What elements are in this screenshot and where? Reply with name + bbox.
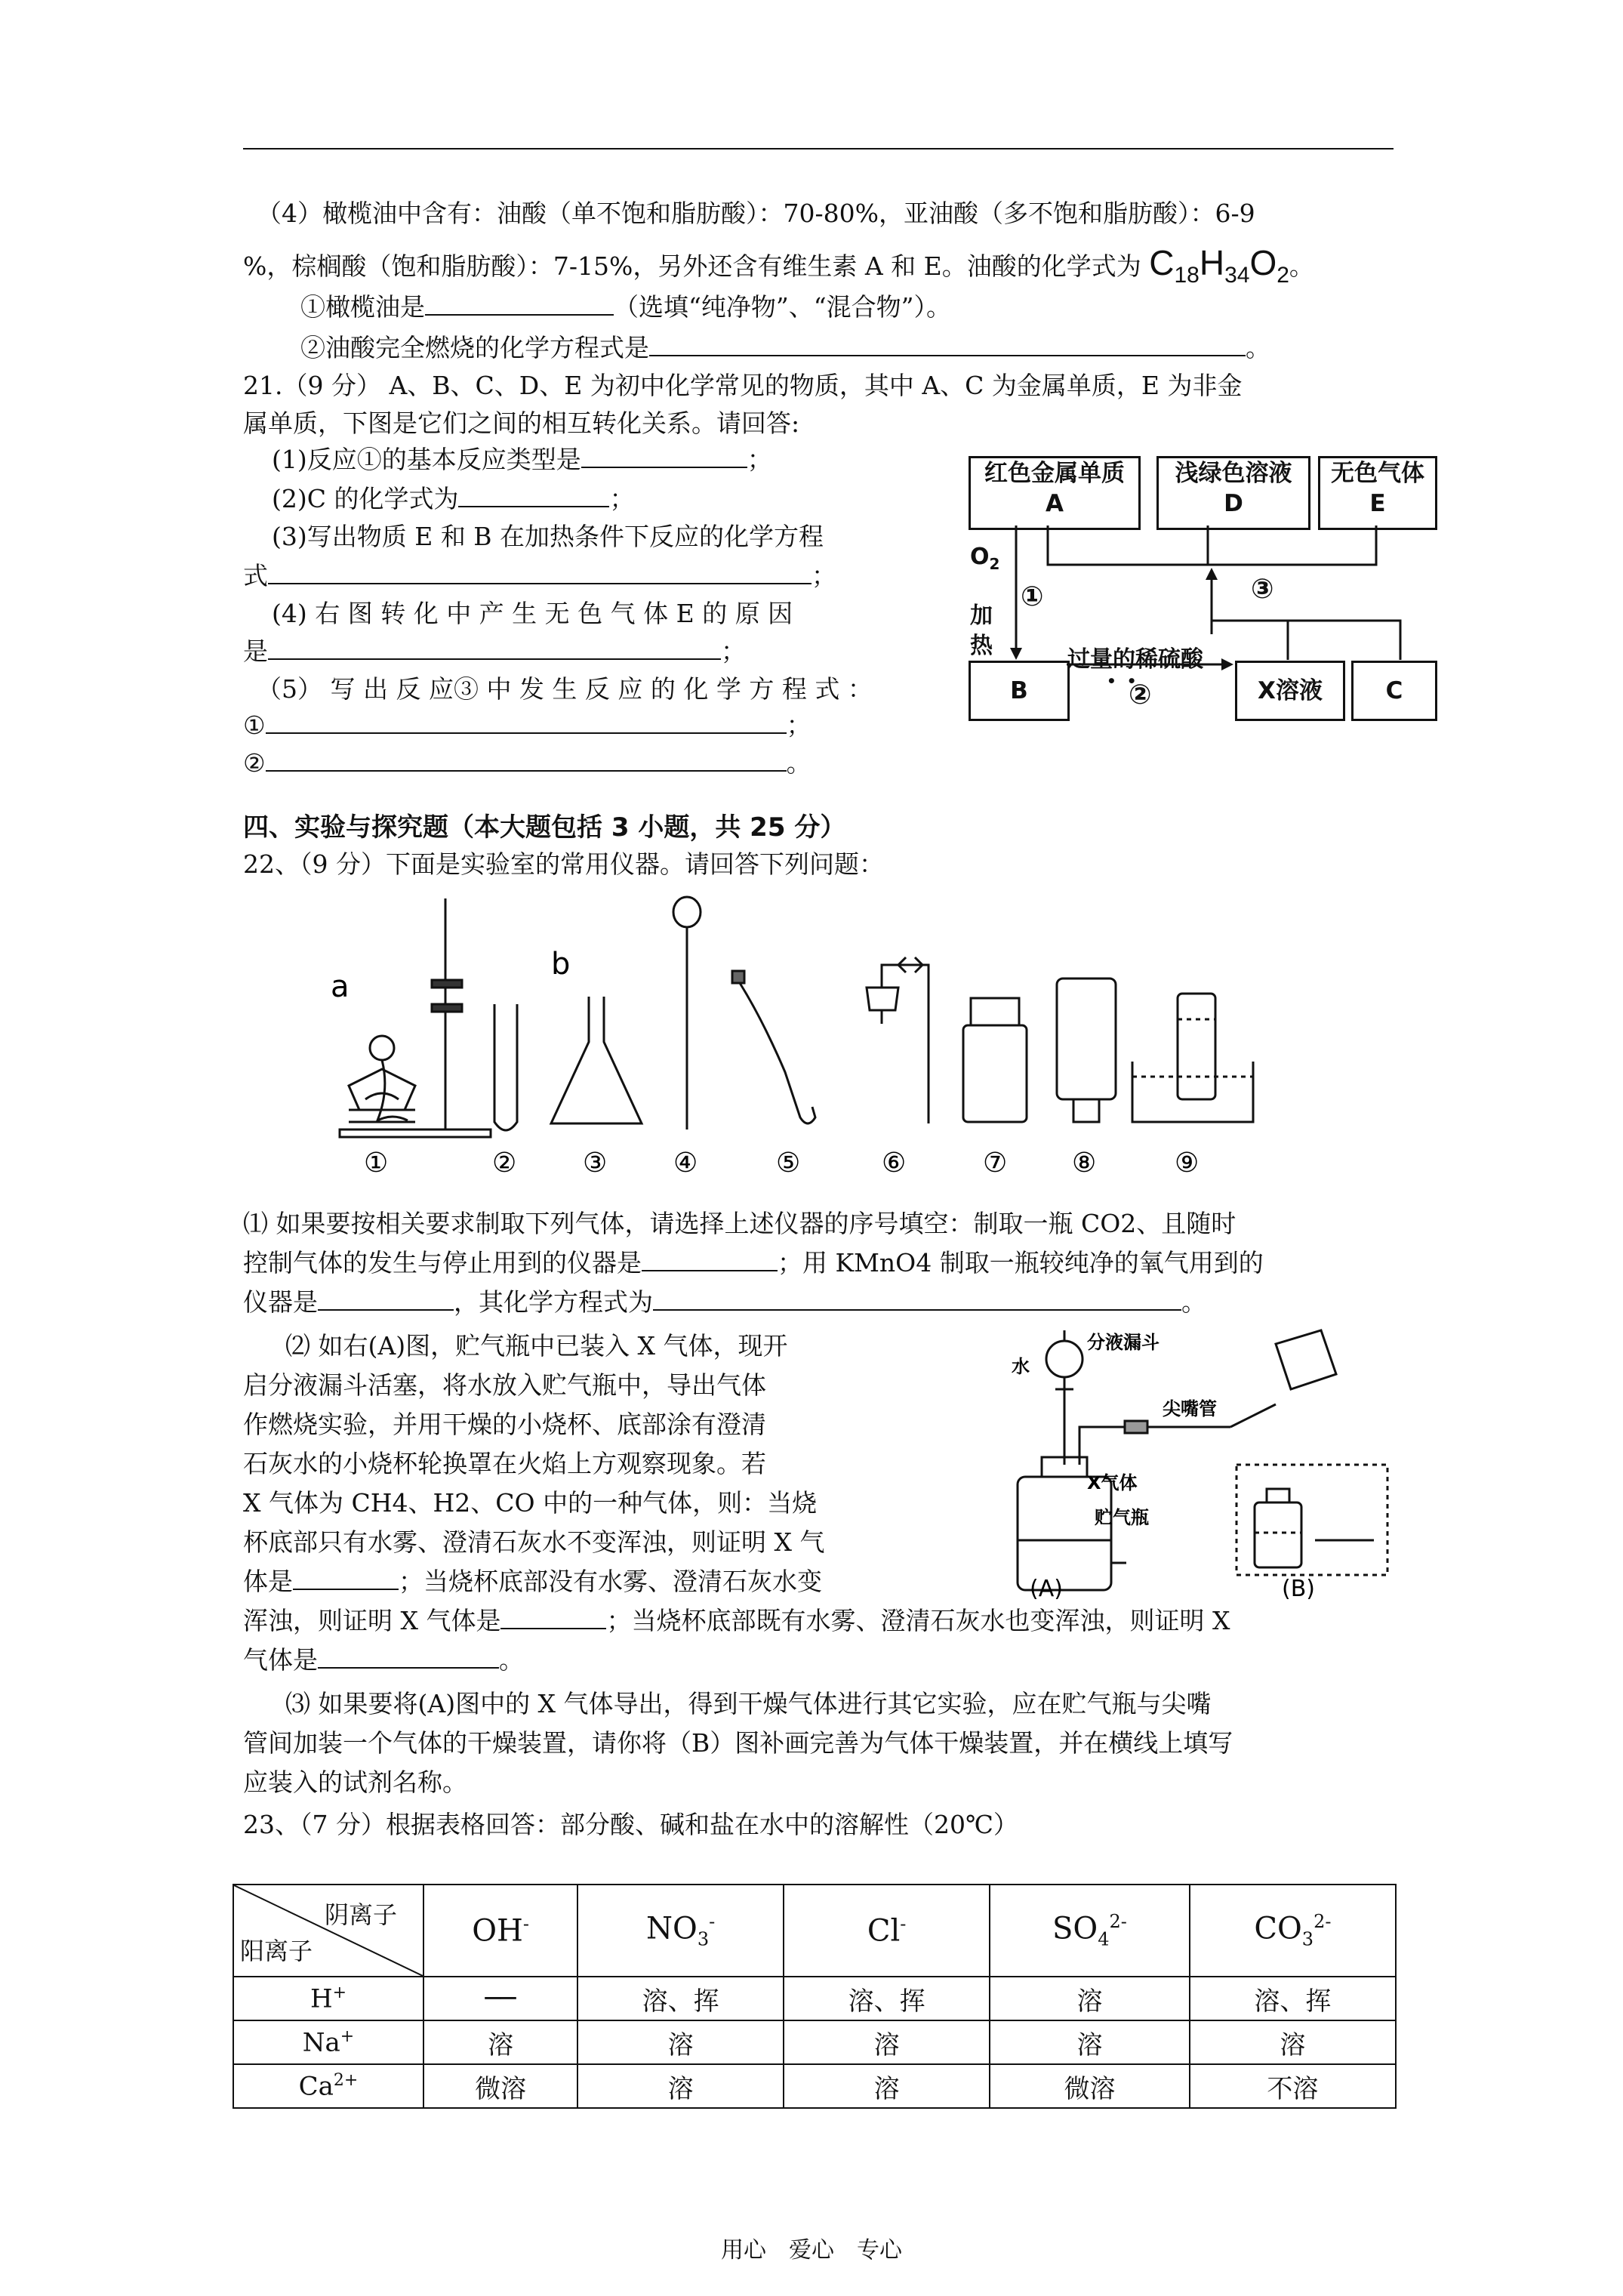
label-a: a [331,969,350,1004]
box-a: 红色金属单质 A [969,456,1141,530]
o2-label: $O_2$ [970,544,1000,573]
box-c: C [1351,661,1437,721]
num-3: ③ [583,1148,608,1179]
num-1: ① [364,1148,389,1179]
answer-blank[interactable] [266,747,787,772]
table-cell: ── [423,1977,577,2020]
cation-ca: $Ca^{2+}$ [233,2064,423,2108]
q22-part2-line5: X 气体为 CH4、H2、CO 中的一种气体，则：当烧 [243,1488,818,1518]
answer-blank[interactable] [649,332,1246,356]
q21-part4b: 是 ； [243,636,746,666]
reaction-2-label: ② [1129,680,1152,710]
q22-part1a: ⑴ 如果要按相关要求制取下列气体，请选择上述仪器的序号填空：制取一瓶 CO2、且随时 [243,1209,1236,1238]
num-9: ⑨ [1175,1148,1200,1179]
apparatus-numbers [364,1148,1199,1179]
q20-4-line1: （4）橄榄油中含有：油酸（单不饱和脂肪酸）：70-80%，亚油酸（多不饱和脂肪酸）：6-9 [257,199,1255,228]
table-cell: 溶、挥 [1190,1977,1396,2020]
anion-oh: OH- [423,1885,577,1977]
answer-blank[interactable] [581,444,747,468]
table-cell: 溶 [1190,2020,1396,2064]
water-label: 水 [1012,1356,1030,1377]
lab-apparatus-figure [302,891,1419,1185]
q21-intro2: 属单质，下图是它们之间的相互转化关系。请回答: [243,408,800,438]
answer-blank[interactable] [642,1247,778,1271]
solubility-table [233,1884,1397,2109]
table-cell: 溶 [990,1977,1190,2020]
answer-blank[interactable] [500,1605,606,1629]
q21-part5c: ② 。 [243,748,812,778]
q22-part2-line6: 杯底部只有水雾、澄清石灰水不变浑浊，则证明 X 气 [243,1527,825,1557]
q22-part3-line2: 管间加装一个气体的干燥装置，请你将（B）图补画完善为气体干燥装置，并在横线上填写 [243,1728,1233,1758]
q20-4-line2: %，棕榈酸（饱和脂肪酸）：7-15%，另外还含有维生素 A 和 E。油酸的化学式为 $C_{18}H_{34}O_2$。 [243,243,1314,288]
q20-4-sub2: ②油酸完全燃烧的化学方程式是 。 [300,333,1270,362]
table-cell: 微溶 [990,2064,1190,2108]
bottle-label: 贮气瓶 [1095,1507,1149,1528]
q21-part3a: (3)写出物质 E 和 B 在加热条件下反应的化学方程 [272,522,824,551]
num-8: ⑧ [1072,1148,1097,1179]
answer-blank[interactable] [266,710,787,734]
q21-intro1: 21.（9 分） A、B、C、D、E 为初中化学常见的物质，其中 A、C 为金属单质，E 为非金 [243,371,1243,400]
acid-label: 过量的稀硫酸 [1067,646,1203,673]
q21-part5a: （5） 写 出 反 应③ 中 发 生 反 应 的 化 学 方 程 式 ： [257,674,873,704]
answer-blank[interactable] [318,1287,454,1311]
q22-part2-line8: 浑浊，则证明 X 气体是 ；当烧杯底部既有水雾、澄清石灰水也变浑浊，则证明 X [243,1606,1230,1635]
table-row [233,2020,1396,2064]
num-5: ⑤ [776,1148,801,1179]
q22-part1c: 仪器是 ，其化学方程式为 。 [243,1287,1206,1317]
q22-part3-line1: ⑶ 如果要将(A)图中的 X 气体导出，得到干燥气体进行其它实验，应在贮气瓶与尖嘴 [285,1689,1212,1718]
q22-part1b: 控制气体的发生与停止用到的仪器是 ；用 KMnO4 制取一瓶较纯净的氧气用到的 [243,1248,1264,1277]
table-cell: 溶 [577,2020,784,2064]
table-cell: 溶 [784,2064,990,2108]
table-cell: 溶、挥 [784,1977,990,2020]
box-d: 浅绿色溶液 D [1156,456,1310,530]
q22-part2-line1: ⑵ 如右(A)图，贮气瓶中已装入 X 气体，现开 [285,1331,788,1361]
table-cell: 溶 [990,2020,1190,2064]
answer-blank[interactable] [318,1644,499,1669]
nozzle-label: 尖嘴管 [1163,1398,1217,1419]
anion-no3: $NO_3^-$ [577,1885,784,1977]
table-cell: 溶 [784,2020,990,2064]
num-2: ② [492,1148,517,1179]
q23-intro: 23、（7 分）根据表格回答：部分酸、碱和盐在水中的溶解性（20℃） [243,1810,1018,1839]
section-4-title: 四、实验与探究题（本大题包括 3 小题，共 25 分） [243,812,846,843]
corner-cation: 阳离子 [240,1937,313,1965]
cation-h: H+ [233,1977,423,2020]
q22-part2-line2: 启分液漏斗活塞，将水放入贮气瓶中，导出气体 [243,1370,766,1400]
q21-part5b: ① ； [243,710,812,740]
q22-part3-line3: 应装入的试剂名称。 [243,1767,467,1797]
answer-blank[interactable] [268,560,812,584]
q22-intro: 22、（9 分）下面是实验室的常用仪器。请回答下列问题： [243,849,884,879]
funnel-label: 分液漏斗 [1087,1332,1160,1353]
box-e: 无色气体 E [1318,456,1437,530]
answer-blank[interactable] [268,636,721,660]
oleic-acid-formula: $C_{18}H_{34}O_2$ [1149,243,1289,288]
figure-a-label: (A) [1030,1576,1063,1601]
answer-blank[interactable] [293,1566,399,1590]
heat-label-2: 热 [970,633,993,659]
table-corner-cell [233,1885,423,1977]
q22-part2-line3: 作燃烧实验，并用干燥的小烧杯、底部涂有澄清 [243,1410,766,1439]
anion-cl: Cl- [784,1885,990,1977]
q21-part3b: 式 ； [243,561,836,590]
anion-co3: $CO_3^{2-}$ [1190,1885,1396,1977]
q21-part2: (2)C 的化学式为 ； [272,484,635,513]
q21-part4a: (4) 右 图 转 化 中 产 生 无 色 气 体 E 的 原 因 [272,599,793,628]
corner-anion: 阴离子 [325,1900,398,1929]
cation-na: Na+ [233,2020,423,2064]
q20-4-sub1: ①橄榄油是 （选填“纯净物”、“混合物”）。 [300,292,951,322]
table-cell: 溶 [423,2020,577,2064]
answer-blank[interactable] [653,1287,1181,1311]
figure-b-label: (B) [1282,1576,1315,1601]
header-rule [243,148,1394,149]
answer-blank[interactable] [458,483,609,507]
q22-part2-line4: 石灰水的小烧杯轮换罩在火焰上方观察现象。若 [243,1449,766,1478]
reaction-1-label: ① [1021,581,1044,612]
table-cell: 微溶 [423,2064,577,2108]
q22-part2-line7: 体是 ；当烧杯底部没有水雾、澄清石灰水变 [243,1567,822,1596]
table-row [233,2064,1396,2108]
page-footer: 用心 爱心 专心 [721,2237,902,2264]
answer-blank[interactable] [425,291,614,316]
box-b: B [969,661,1070,721]
gas-holder-figure [974,1314,1397,1601]
box-x: X溶液 [1235,661,1345,721]
label-b: b [551,947,571,982]
table-cell: 不溶 [1190,2064,1396,2108]
table-cell: 溶 [577,2064,784,2108]
anion-so4: $SO_4^{2-}$ [990,1885,1190,1977]
q22-part2-line9: 气体是 。 [243,1645,524,1675]
reaction-3-label: ③ [1251,574,1274,605]
table-cell: 溶、挥 [577,1977,784,2020]
num-4: ④ [673,1148,698,1179]
num-7: ⑦ [983,1148,1008,1179]
emphasis-dots: • • [1107,672,1137,690]
table-row [233,1977,1396,2020]
num-6: ⑥ [882,1148,907,1179]
q21-part1: (1)反应①的基本反应类型是 ； [272,445,772,474]
xgas-label: X气体 [1087,1472,1138,1493]
table-header-row [233,1885,1396,1977]
heat-label-1: 加 [970,603,993,629]
